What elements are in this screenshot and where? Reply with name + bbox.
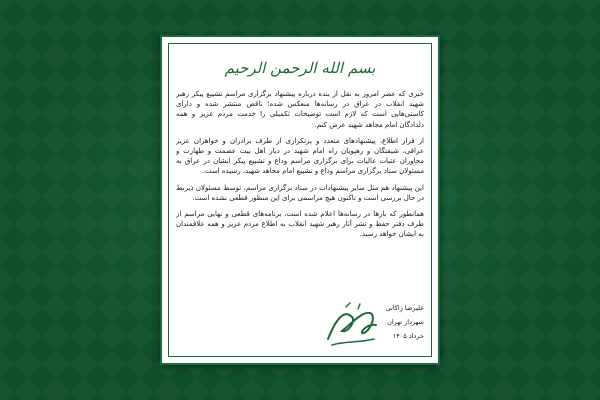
- letter-body: [176, 89, 424, 299]
- basmala-heading: بسم الله الرحمن الرحیم: [224, 59, 376, 77]
- letter-date: خرداد ۱۴۰۵: [392, 332, 424, 340]
- letter-paragraph-4: همانطور که بارها در رسانه‌ها اعلام شده است، برنامه‌های قطعی و نهایی مراسم از طرف دفتر حفظ و نشر آثار رهبر شهید انقلاب به اطلاع مردم عزیز و همه علاقمندان به ایشان خواهد رسید.: [176, 210, 424, 239]
- handwritten-signature-icon: [322, 299, 382, 351]
- signatory-name: علیرضا زاکانی: [385, 304, 424, 312]
- letter-frame: [160, 35, 440, 365]
- signature-block: [304, 299, 424, 351]
- letter-paragraph-3: این پیشنهاد هم مثل سایر پیشنهادات در ستاد برگزاری مراسم، توسط مسئولان ذیربط در حال بررسی است و تاکنون هیچ مراسمی برای این منظور قطعی نشده است.: [176, 183, 424, 202]
- letter-paragraph-2: از قرار اطلاع، پیشنهادهای متعدد و پرتکراری از طرف برادران و خواهران عزیز عراقی، شیفتگان و رهپویان راه امام شهید در دیار اهل بیت عصمت و طهارت و مجاوران عتبات عالیات برای برگزاری مراسم وداع و تشییع پیکر ایشان در عراق به مسئولان ستاد برگزاری مراسم وداع و تشییع امام مجاهد شهید، رسیده است.: [176, 136, 424, 176]
- letter-paragraph-1: خبری که عصر امروز به نقل از بنده درباره پیشنهاد برگزاری مراسم تشییع پیکر رهبر شهید انقلاب در عراق در رسانه‌ها منعکس شده؛ ناقص منتشر شده و دارای کاستی‌هایی است که لازم است توضیحات تکمیلی را خدمت مردم عزیز و همه دلدادگان امام مجاهد شهید عرض کنم.: [176, 90, 424, 129]
- signatory-role: شهردار تهران: [387, 318, 424, 326]
